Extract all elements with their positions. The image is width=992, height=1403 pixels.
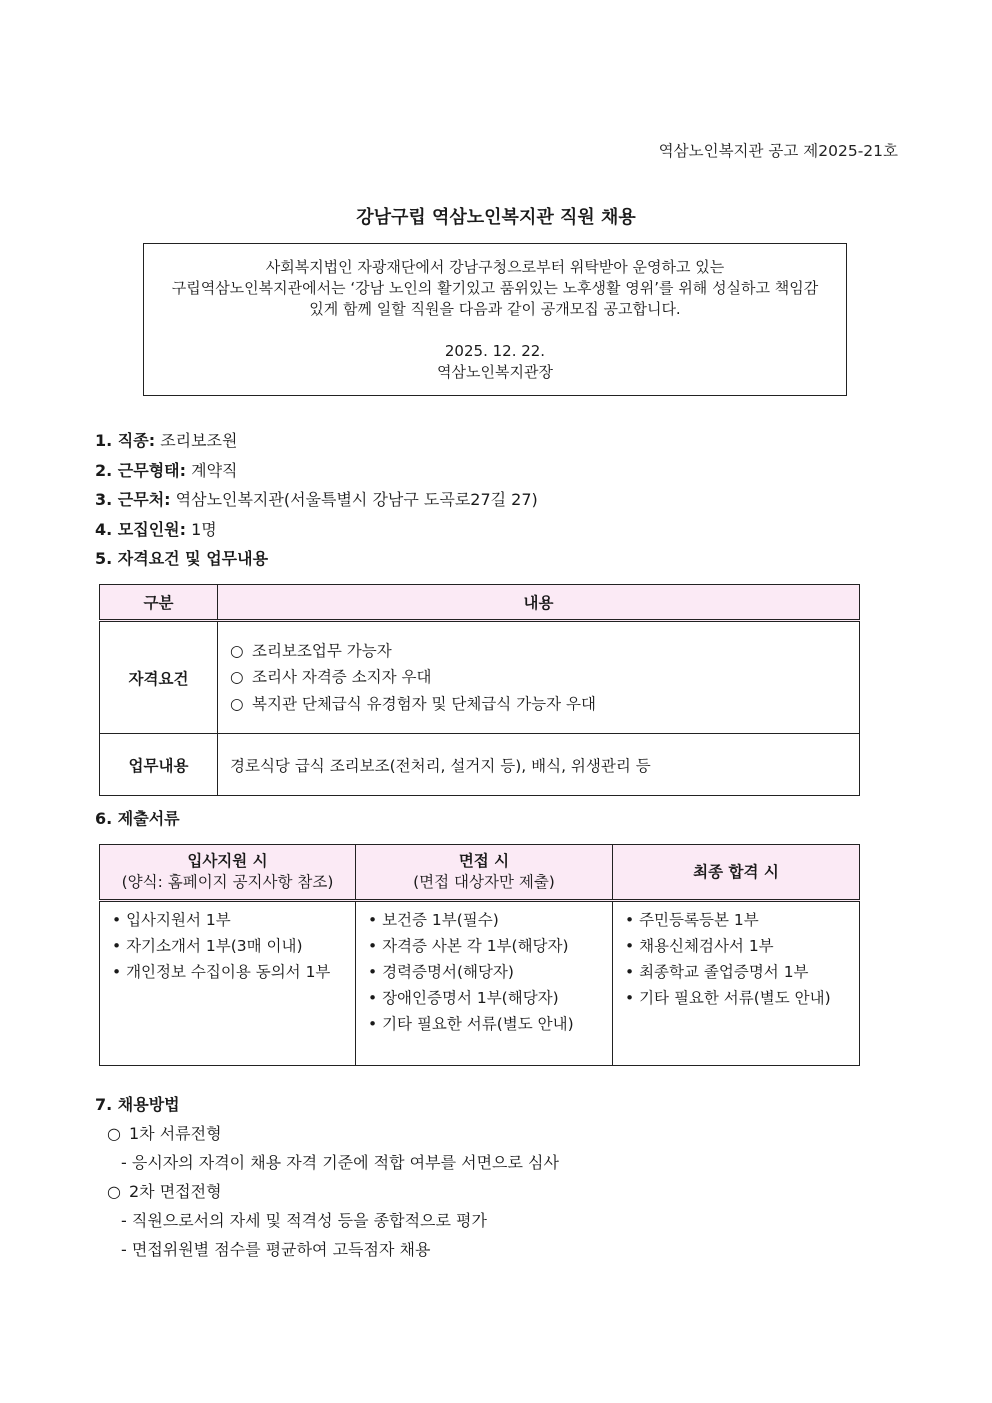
notice-number: 역삼노인복지관 공고 제2025-21호 bbox=[658, 142, 898, 160]
application-docs bbox=[100, 901, 356, 1066]
qualification-label: 자격요건 bbox=[100, 621, 218, 734]
intro-box bbox=[143, 243, 847, 396]
step-description: - 직원으로서의 자세 및 적격성 등을 종합적으로 평가 bbox=[121, 1211, 487, 1230]
step-document-review: ○ 1차 서류전형 bbox=[95, 1121, 895, 1150]
duty-label: 업무내용 bbox=[100, 734, 218, 796]
list-item: • 장애인증명서 1부(해당자) bbox=[368, 989, 559, 1007]
item-workplace: 3. 근무처: 역삼노인복지관(서울특별시 강남구 도곡로27길 27) bbox=[95, 490, 538, 509]
list-item: • 보건증 1부(필수) bbox=[368, 911, 499, 929]
list-item: • 주민등록등본 1부 bbox=[625, 911, 759, 929]
item-qualification-heading: 5. 자격요건 및 업무내용 bbox=[95, 549, 269, 568]
intro-line: 구립역삼노인복지관에서는 ‘강남 노인의 활기있고 품위있는 노후생활 영위’를 위해 성실하고 책임감 bbox=[171, 279, 819, 297]
section7-title: 7. 채용방법 bbox=[95, 1095, 180, 1114]
list-item: • 자기소개서 1부(3매 이내) bbox=[112, 937, 303, 955]
col-application-header: 입사지원 시 (양식: 홈페이지 공지사항 참조) bbox=[100, 845, 356, 901]
list-item: ○ 조리보조업무 가능자 bbox=[230, 638, 858, 665]
intro-line: 있게 함께 일할 직원을 다음과 같이 공개모집 공고합니다. bbox=[309, 300, 681, 318]
circle-bullet-icon: ○ bbox=[107, 1124, 121, 1143]
intro-signer: 역삼노인복지관장 bbox=[437, 363, 553, 381]
list-item: ○ 조리사 자격증 소지자 우대 bbox=[230, 664, 858, 691]
circle-bullet-icon: ○ bbox=[230, 668, 244, 687]
list-item: • 채용신체검사서 1부 bbox=[625, 937, 774, 955]
list-item: • 개인정보 수집이용 동의서 1부 bbox=[112, 963, 331, 981]
circle-bullet-icon: ○ bbox=[230, 694, 244, 713]
qualification-table bbox=[99, 584, 860, 796]
list-item: • 경력증명서(해당자) bbox=[368, 963, 514, 981]
step-interview: ○ 2차 면접전형 bbox=[95, 1179, 895, 1208]
list-item: • 자격증 사본 각 1부(해당자) bbox=[368, 937, 569, 955]
page-title: 강남구립 역삼노인복지관 직원 채용 bbox=[356, 207, 636, 228]
intro-date: 2025. 12. 22. bbox=[444, 342, 546, 360]
circle-bullet-icon: ○ bbox=[107, 1182, 121, 1201]
col-category-header: 구분 bbox=[100, 585, 218, 621]
interview-docs bbox=[356, 901, 613, 1066]
item-job-type: 1. 직종: 조리보조원 bbox=[95, 431, 238, 450]
item-headcount: 4. 모집인원: 1명 bbox=[95, 519, 217, 539]
list-item: • 기타 필요한 서류(별도 안내) bbox=[368, 1015, 574, 1033]
documents-table bbox=[99, 844, 860, 1066]
circle-bullet-icon: ○ bbox=[230, 641, 244, 660]
list-item: • 기타 필요한 서류(별도 안내) bbox=[625, 989, 831, 1007]
section6-title: 6. 제출서류 bbox=[95, 809, 180, 828]
selection-method bbox=[95, 1092, 895, 1266]
col-interview-header: 면접 시 (면접 대상자만 제출) bbox=[356, 845, 613, 901]
step-description: - 응시자의 자격이 채용 자격 기준에 적합 여부를 서면으로 심사 bbox=[121, 1153, 559, 1172]
final-docs bbox=[613, 901, 860, 1066]
col-final-header: 최종 합격 시 bbox=[613, 845, 860, 901]
list-item: • 최종학교 졸업증명서 1부 bbox=[625, 963, 809, 981]
col-content-header: 내용 bbox=[218, 585, 860, 621]
intro-line: 사회복지법인 자광재단에서 강남구청으로부터 위탁받아 운영하고 있는 bbox=[265, 258, 725, 276]
step-description: - 면접위원별 점수를 평균하여 고득점자 채용 bbox=[121, 1240, 431, 1259]
recruit-items bbox=[95, 428, 895, 576]
list-item: • 입사지원서 1부 bbox=[112, 911, 231, 929]
list-item: ○ 복지관 단체급식 유경험자 및 단체급식 가능자 우대 bbox=[230, 691, 858, 718]
duty-text: 경로식당 급식 조리보조(전처리, 설거지 등), 배식, 위생관리 등 bbox=[218, 734, 860, 796]
qualification-list bbox=[218, 621, 860, 734]
item-employment-type: 2. 근무형태: 계약직 bbox=[95, 460, 238, 480]
